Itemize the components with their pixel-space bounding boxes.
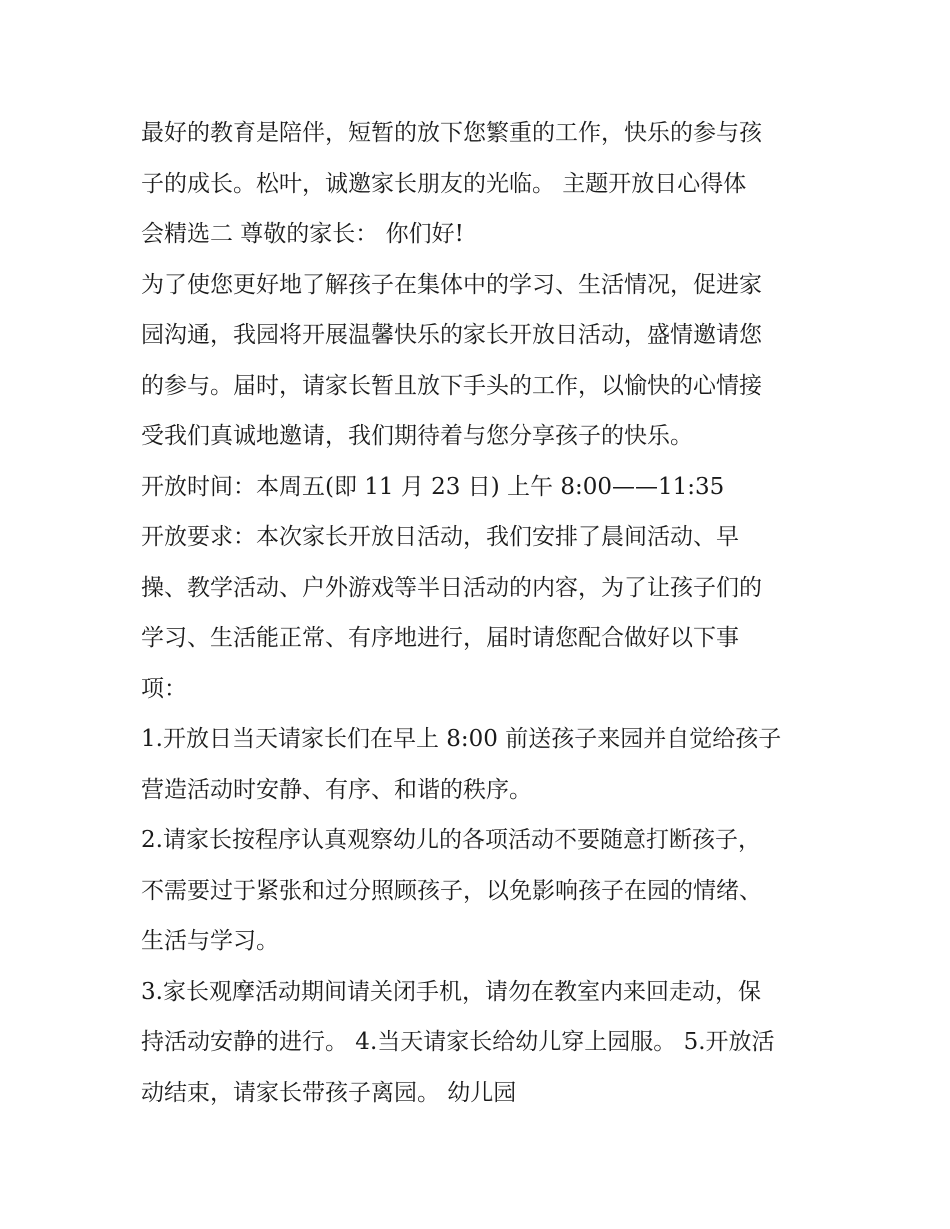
text-line: 操、教学活动、户外游戏等半日活动的内容，为了让孩子们的: [141, 574, 762, 601]
text-line: 学习、生活能正常、有序地进行，届时请您配合做好以下事: [141, 625, 739, 651]
text-line: 营造活动时安静、有序、和谐的秩序。: [141, 776, 532, 803]
text-line: 不需要过于紧张和过分照顾孩子，以免影响孩子在园的情绪、: [141, 877, 762, 904]
text-line: 子的成长。松叶，诚邀家长朋友的光临。 主题开放日心得体: [141, 170, 747, 197]
text-line: 开放时间：本周五(即 11 月 23 日) 上午 8:00——11:35: [141, 473, 725, 500]
text-line: 2.请家长按程序认真观察幼儿的各项活动不要随意打断孩子，: [141, 827, 761, 853]
paragraph-invitation-body: [141, 260, 821, 462]
text-line: 动结束，请家长带孩子离园。 幼儿园: [141, 1079, 517, 1106]
text-line: 最好的教育是陪伴，短暂的放下您繁重的工作，快乐的参与孩: [141, 120, 762, 146]
text-line: 持活动安静的进行。 4.当天请家长给幼儿穿上园服。 5.开放活: [141, 1029, 775, 1055]
text-line: 为了使您更好地了解孩子在集体中的学习、生活情况，促进家: [141, 271, 762, 298]
text-line: 3.家长观摩活动期间请关闭手机，请勿在教室内来回走动，保: [141, 978, 761, 1005]
text-line: 园沟通，我园将开展温馨快乐的家长开放日活动，盛情邀请您: [141, 322, 762, 348]
text-line: 1.开放日当天请家长们在早上 8:00 前送孩子来园并自觉给孩子: [141, 726, 782, 752]
text-line: 开放要求：本次家长开放日活动，我们安排了晨间活动、早: [141, 524, 739, 550]
text-line: 项：: [141, 675, 187, 702]
paragraph-item-2: [141, 815, 821, 967]
text-line: 会精选二 尊敬的家长： 你们好!: [141, 221, 464, 247]
paragraph-open-time: [141, 462, 821, 513]
paragraph-invitation-intro: [141, 108, 821, 260]
paragraph-item-1: [141, 714, 821, 815]
text-line: 受我们真诚地邀请，我们期待着与您分享孩子的快乐。: [141, 423, 693, 449]
paragraph-requirements: [141, 512, 821, 714]
paragraph-items-3-5: [141, 967, 821, 1119]
text-line: 生活与学习。: [141, 928, 279, 954]
document-body: [141, 108, 821, 1118]
text-line: 的参与。届时，请家长暂且放下手头的工作，以愉快的心情接: [141, 372, 762, 399]
